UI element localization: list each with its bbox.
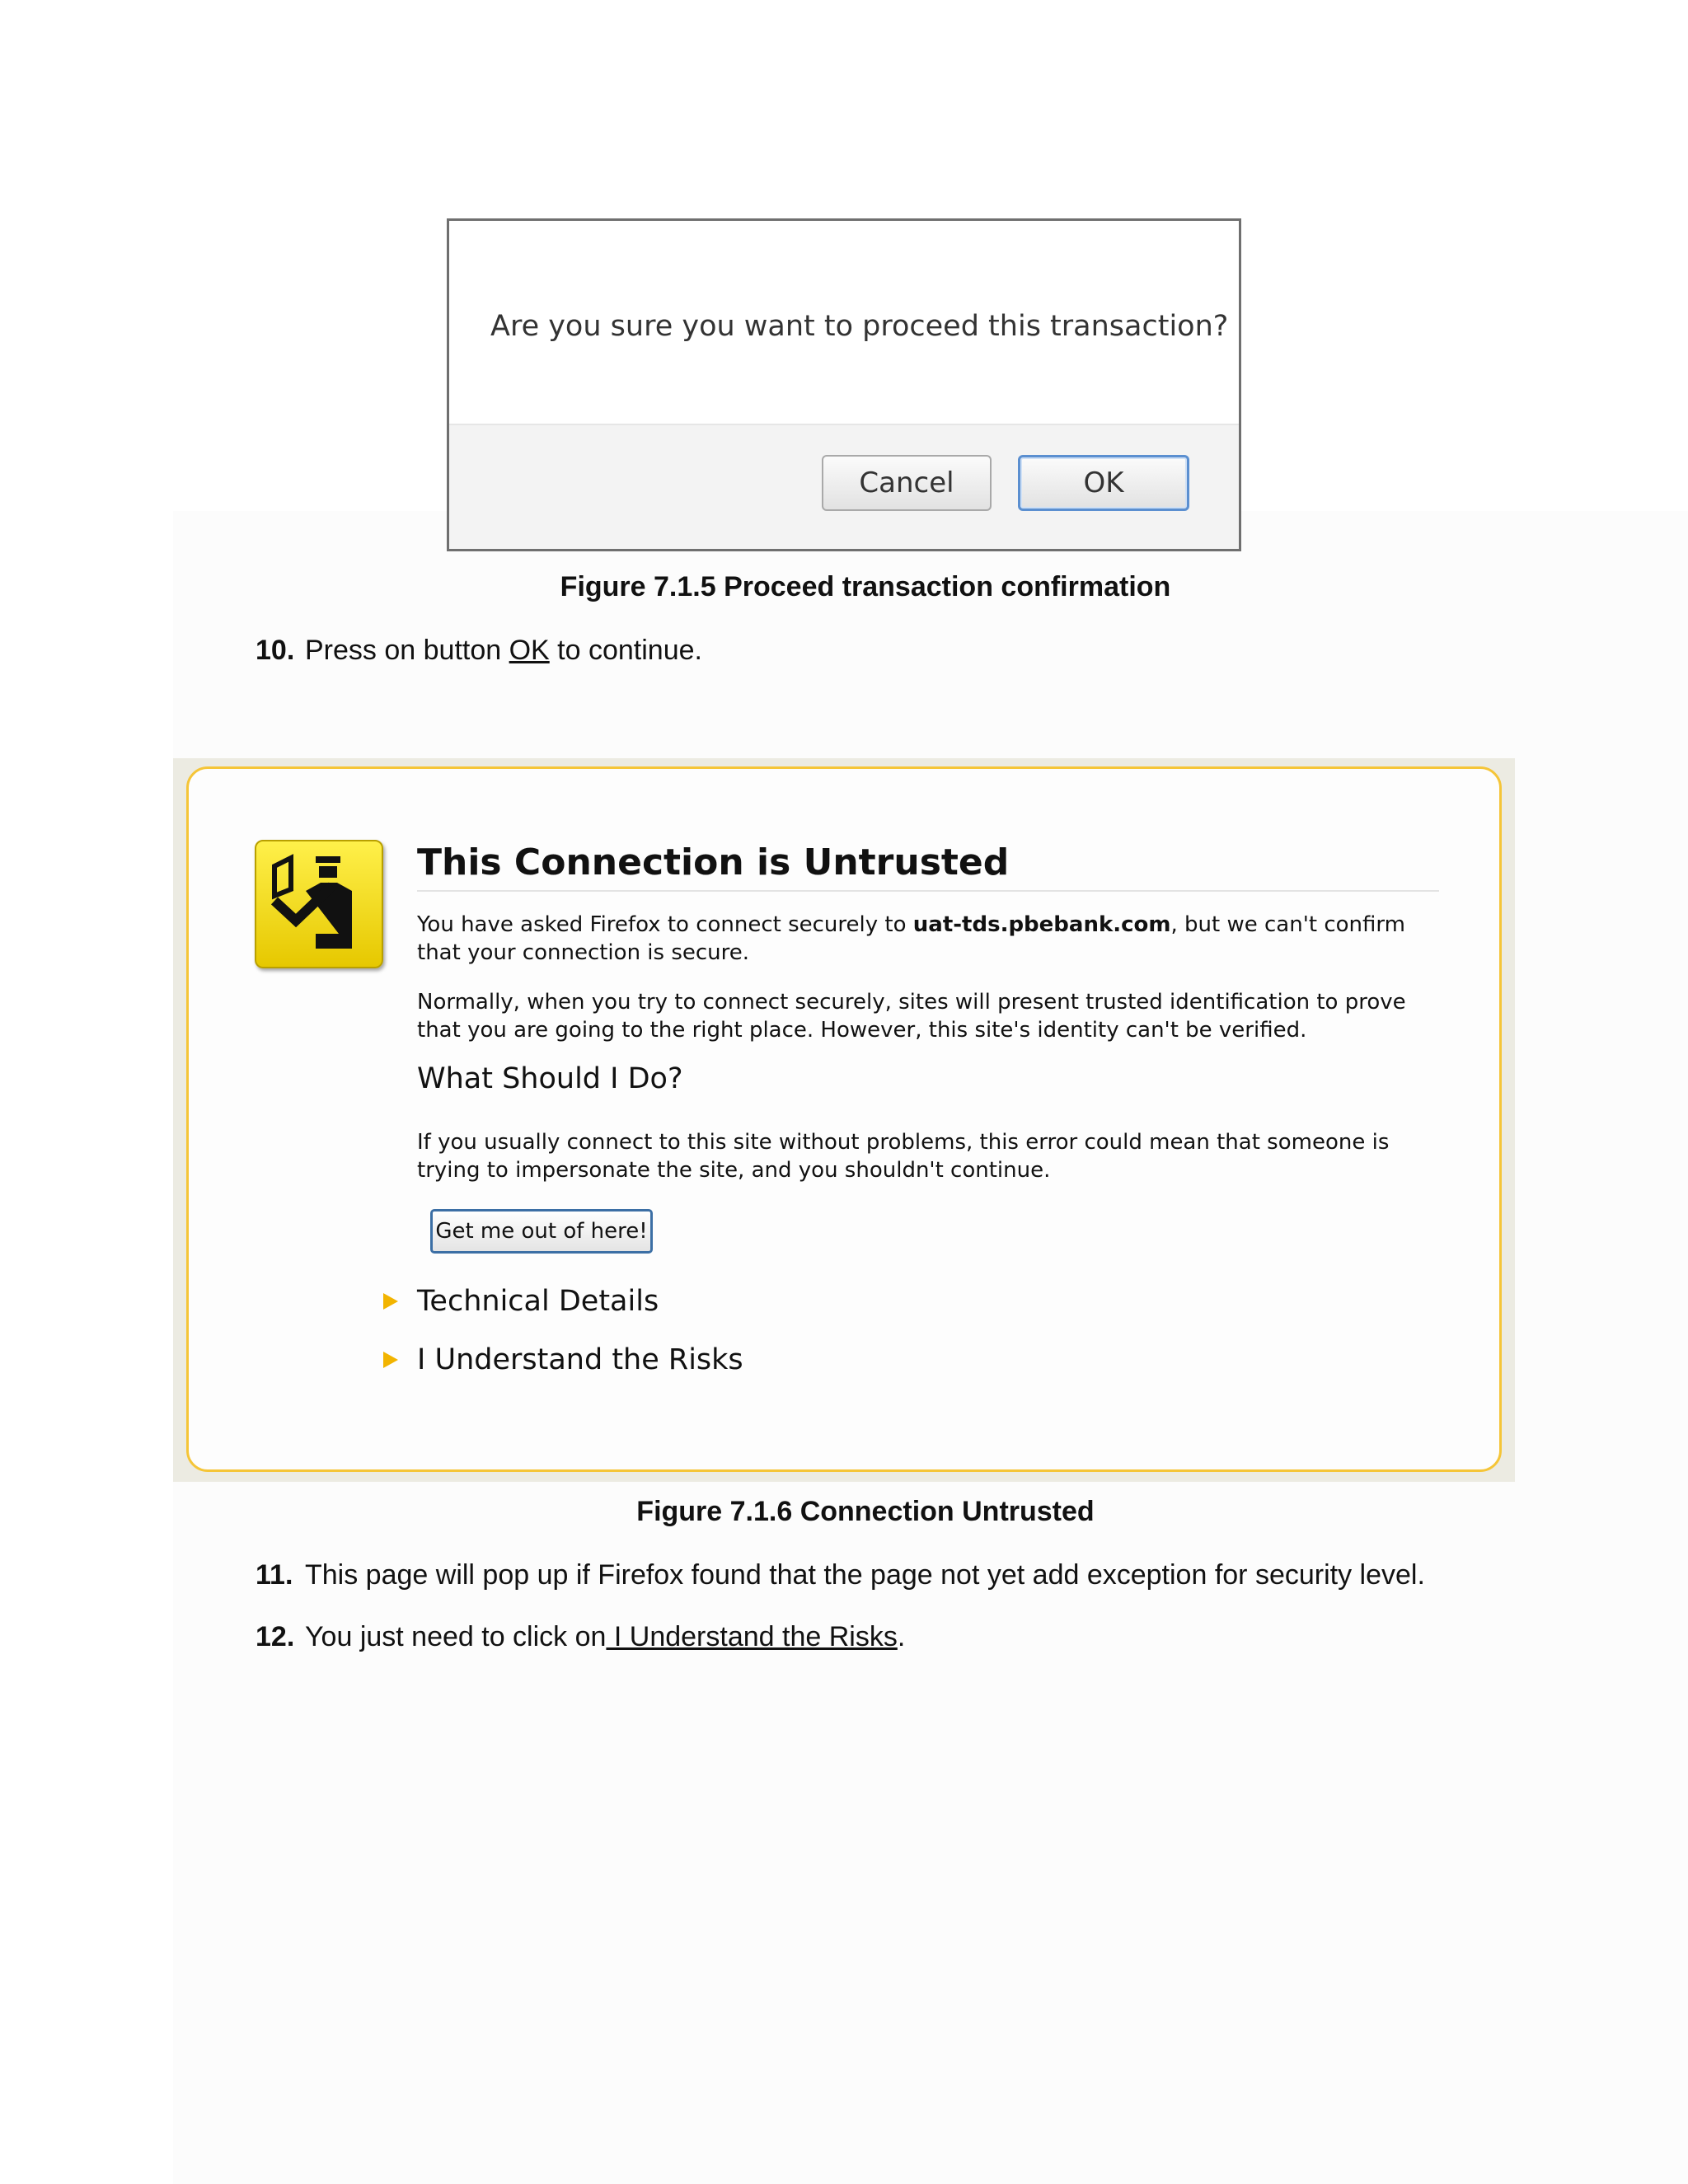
page-title: This Connection is Untrusted xyxy=(417,841,1439,892)
ok-link-text: OK xyxy=(509,635,550,666)
understand-risks-link-text: I Understand the Risks xyxy=(606,1621,898,1652)
get-me-out-button[interactable]: Get me out of here! xyxy=(430,1209,653,1254)
security-officer-icon xyxy=(255,840,383,968)
untrusted-paragraph-3: If you usually connect to this site without problems, this error could mean that someone is trying to impersonate the site, and you shouldn't continue. xyxy=(417,1130,1390,1183)
step-10: 10. Press on button OK to continue. xyxy=(256,635,702,666)
ok-button[interactable]: OK xyxy=(1018,455,1189,511)
figure-caption-715: Figure 7.1.5 Proceed transaction confirmation xyxy=(560,571,1171,602)
step-number: 12. xyxy=(256,1621,295,1652)
cancel-button[interactable]: Cancel xyxy=(822,455,992,511)
expand-triangle-icon xyxy=(383,1352,398,1368)
untrusted-paragraph-2: Normally, when you try to connect securely, sites will present trusted identification to prove that you are going to the right place. However, this site's identity can't be verified. xyxy=(417,990,1406,1043)
what-should-i-do-heading: What Should I Do? xyxy=(417,1062,683,1095)
step-number: 11. xyxy=(256,1559,293,1591)
dialog-footer xyxy=(449,424,1239,549)
host-name: uat-tds.pbebank.com xyxy=(912,912,1171,937)
technical-details-expander[interactable]: Technical Details xyxy=(383,1285,659,1318)
untrusted-connection-screenshot xyxy=(173,758,1515,1482)
step-12: 12. You just need to click on I Understand the Risks. xyxy=(256,1621,906,1652)
step-11: 11. This page will pop up if Firefox found that the page not yet add exception for security level. xyxy=(256,1559,1425,1591)
understand-risks-expander[interactable]: I Understand the Risks xyxy=(383,1343,743,1376)
confirm-dialog xyxy=(447,218,1241,551)
figure-caption-716: Figure 7.1.6 Connection Untrusted xyxy=(636,1496,1095,1527)
step-number: 10. xyxy=(256,635,295,666)
dialog-message: Are you sure you want to proceed this transaction? xyxy=(490,310,1229,343)
expand-triangle-icon xyxy=(383,1293,398,1310)
untrusted-card xyxy=(186,766,1502,1472)
untrusted-paragraph-1: You have asked Firefox to connect securely to uat-tds.pbebank.com, but we can't confirm that your connection is secure. xyxy=(417,912,1405,965)
